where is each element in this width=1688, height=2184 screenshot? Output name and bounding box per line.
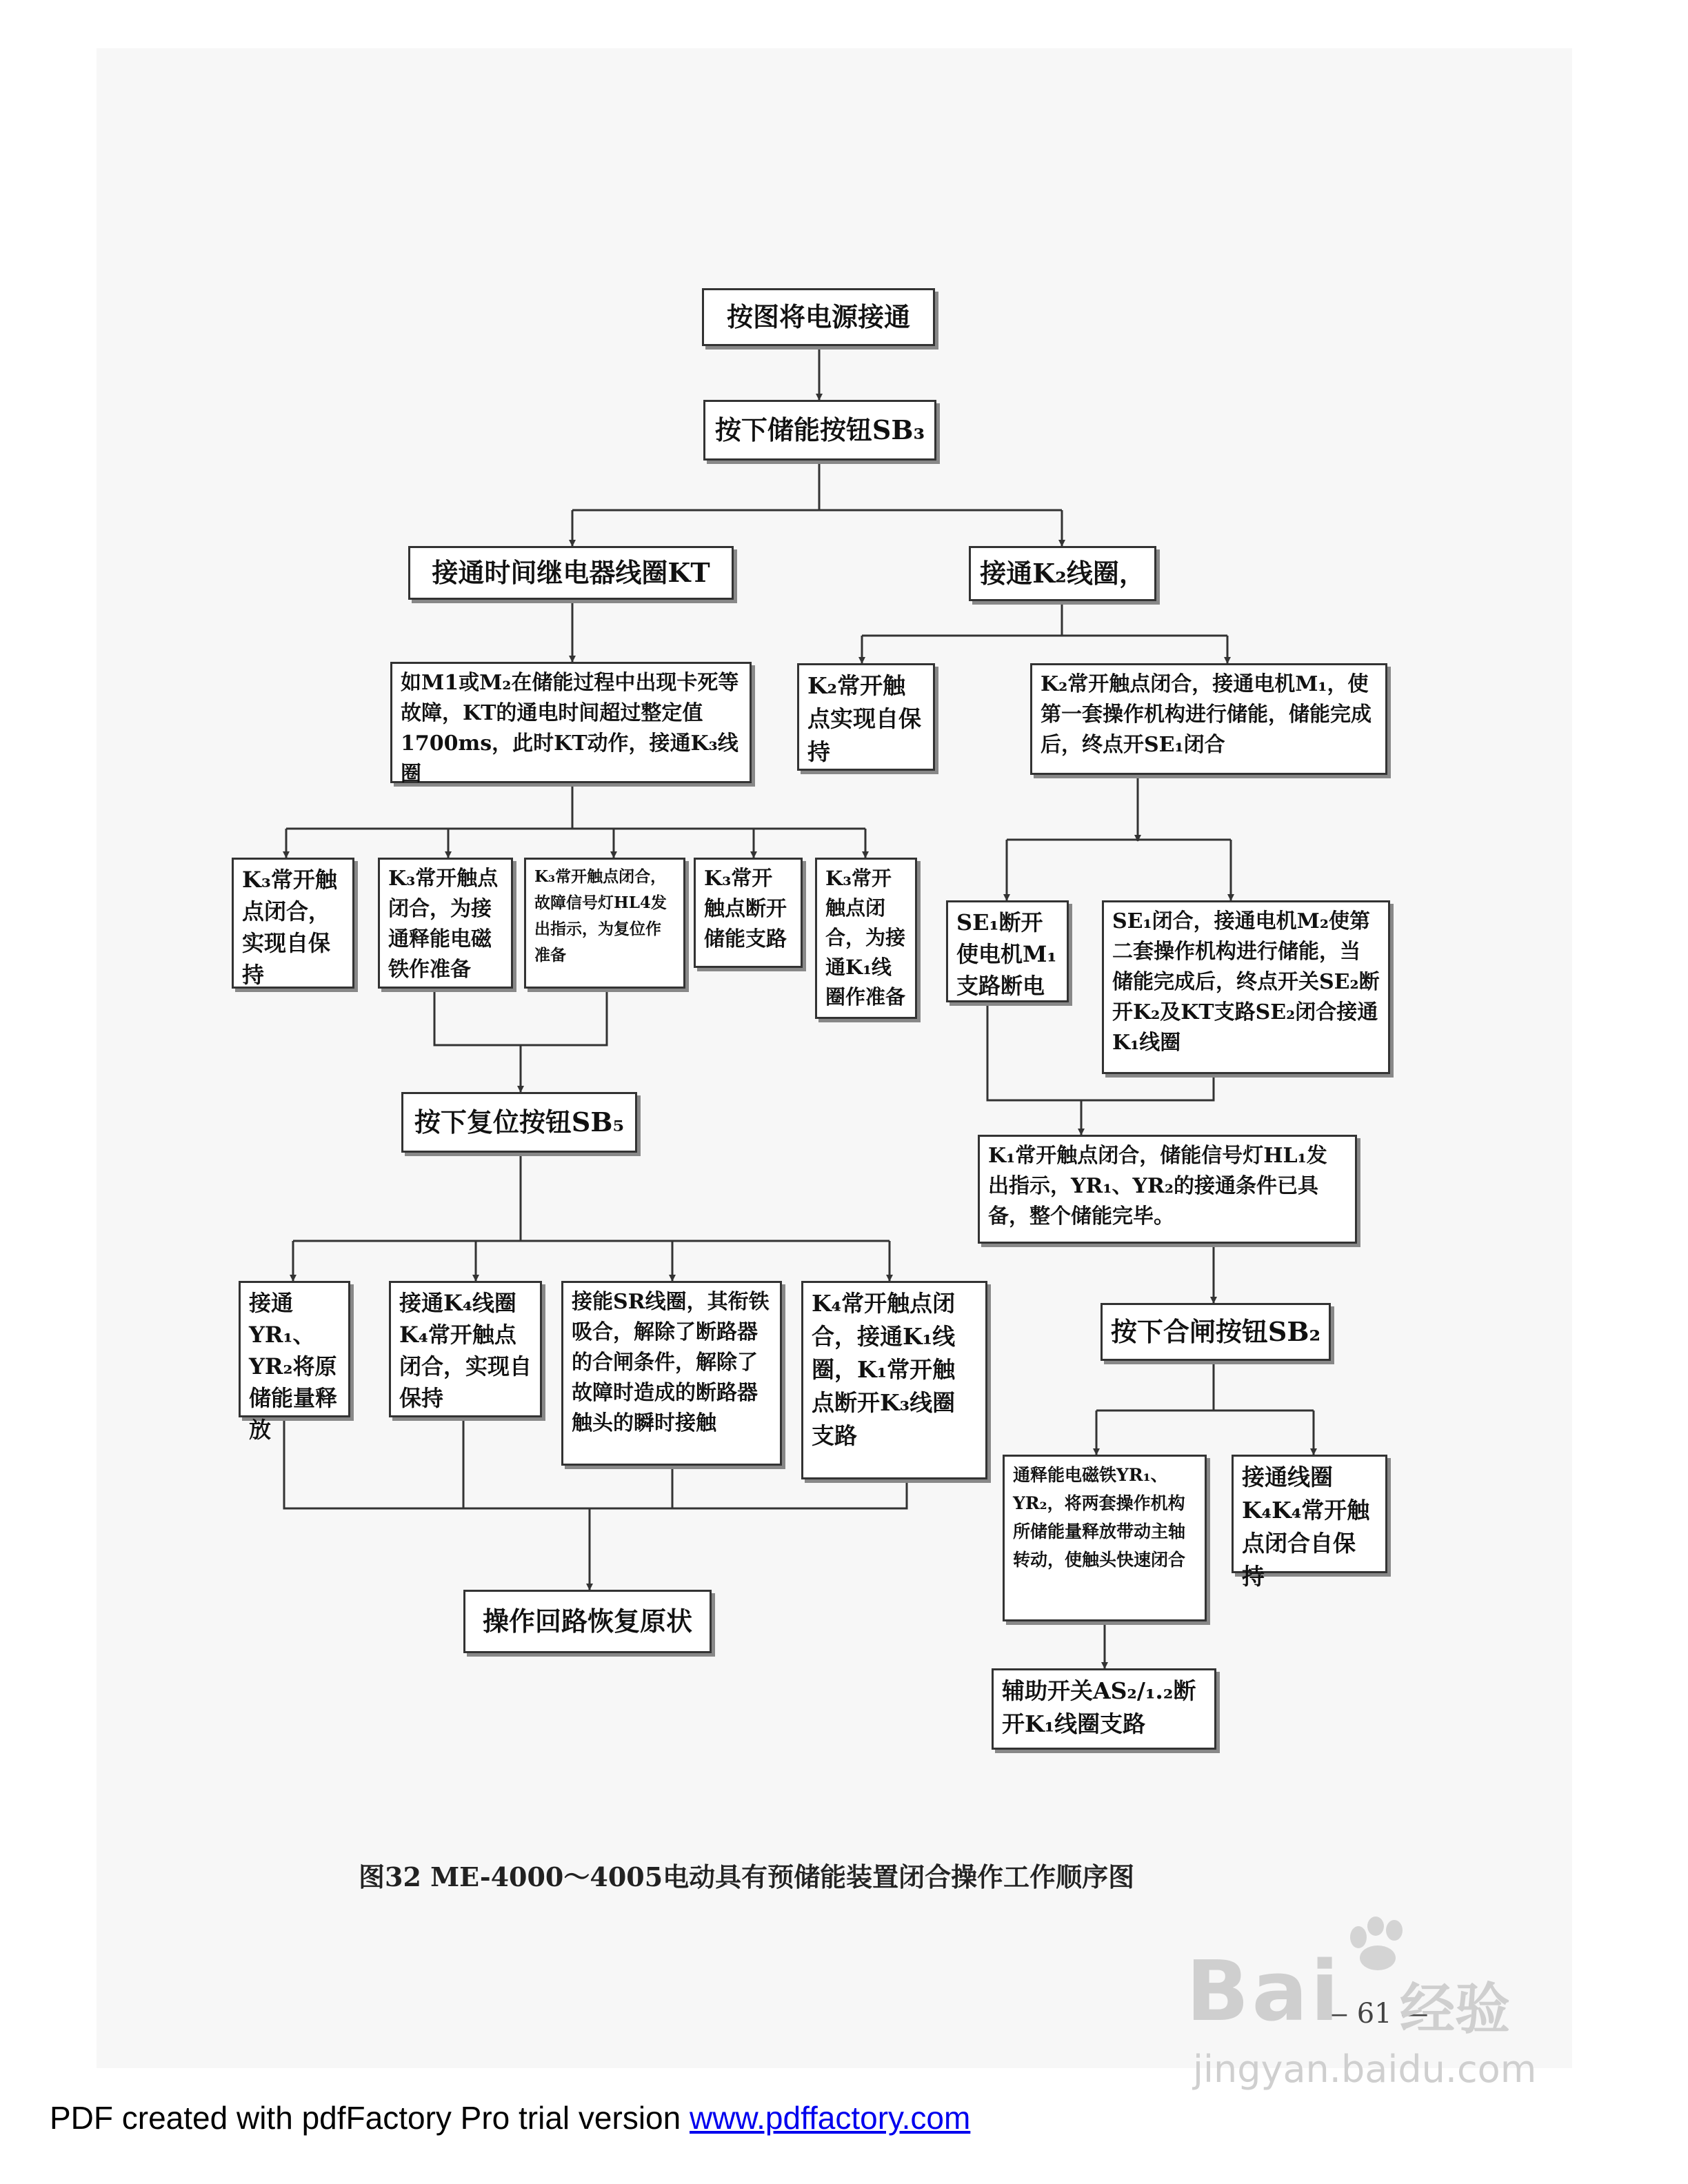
node-k2-selfhold: K₂常开触点实现自保持: [797, 663, 935, 771]
node-power-on: 按图将电源接通: [702, 288, 935, 346]
node-k4-k1-coil: K₄常开触点闭合，接通K₁线圈，K₁常开触点断开K₃线圈支路: [801, 1281, 987, 1479]
arrow-merge-to-reset: [434, 989, 607, 1092]
arrow-k2-split: [862, 601, 1227, 636]
watermark-logo: Bai: [1186, 1944, 1342, 2040]
node-k3-release-prep: K₃常开触点闭合，为接通释能电磁铁作准备: [378, 858, 513, 989]
node-kt-coil: 接通时间继电器线圈KT: [408, 546, 734, 600]
node-k1-hl1-ready: K₁常开触点闭合，储能信号灯HL₁发出指示，YR₁、YR₂的接通条件已具备，整个储能完毕。: [978, 1135, 1357, 1244]
node-k2-coil: 接通K₂线圈，: [969, 546, 1156, 601]
node-press-sb3: 按下储能按钮SB₃: [703, 400, 936, 461]
node-yr-release: 接通YR₁、YR₂将原储能量释放: [239, 1281, 350, 1417]
arrow-sb3-split: [572, 461, 1062, 510]
node-k4-coil-hold: 接通线圈K₄K₄常开触点闭合自保持: [1232, 1455, 1387, 1573]
node-sr-coil: 接能SR线圈，其衔铁吸合，解除了断路器的合闸条件，解除了故障时造成的断路器触头的瞬时接触: [561, 1281, 782, 1466]
watermark-url: jingyan.baidu.com: [1193, 2048, 1537, 2091]
node-k3-selfhold: K₃常开触点闭合，实现自保持: [232, 858, 354, 989]
node-k3-break-charge: K₃常开触点断开储能支路: [694, 858, 803, 968]
footer-link[interactable]: www.pdffactory.com: [690, 2100, 971, 2136]
node-yr-main-shaft: 通释能电磁铁YR₁、YR₂，将两套操作机构所储能量释放带动主轴转动，使触头快速闭合: [1003, 1455, 1207, 1621]
arrow-reset-split: [293, 1153, 890, 1241]
watermark-jingyan: 经验: [1400, 1977, 1510, 2041]
node-k3-hl4: K₃常开触点闭合，故障信号灯HL4发出指示，为复位作准备: [524, 858, 685, 989]
figure-caption: 图32 ME-4000～4005电动具有预储能装置闭合操作工作顺序图: [359, 1861, 1135, 1892]
node-k2-motor-m1: K₂常开触点闭合，接通电机M₁，使第一套操作机构进行储能，储能完成后，终点开SE₁闭合: [1030, 663, 1387, 775]
pdf-footer: [50, 2099, 970, 2136]
arrow-fault-split: [286, 783, 865, 829]
node-k3-k1-prep: K₃常开触点闭合，为接通K₁线圈作准备: [815, 858, 917, 1019]
node-circuit-restore: 操作回路恢复原状: [463, 1590, 712, 1653]
arrow-sb2-split: [1096, 1361, 1314, 1410]
paw-icon: [1345, 1917, 1414, 1972]
footer-text: PDF created with pdfFactory Pro trial version: [50, 2100, 690, 2136]
node-se1-open: SE₁断开使电机M₁支路断电: [946, 900, 1069, 1002]
node-fault-kt: 如M1或M₂在储能过程中出现卡死等故障，KT的通电时间超过整定值1700ms，此时KT动作，接通K₃线圈: [390, 662, 752, 783]
node-press-sb2: 按下合闸按钮SB₂: [1101, 1303, 1331, 1361]
node-aux-switch-as: 辅助开关AS₂/₁.₂断开K₁线圈支路: [992, 1668, 1216, 1750]
node-press-sb5: 按下复位按钮SB₅: [401, 1092, 637, 1153]
node-k4-coil-selfhold: 接通K₄线圈K₄常开触点闭合，实现自保持: [389, 1281, 542, 1417]
baidu-watermark: [1172, 1917, 1586, 2103]
node-se1-motor-m2: SE₁闭合，接通电机M₂使第二套操作机构进行储能，当储能完成后，终点开关SE₂断开K₂及KT支路SE₂闭合接通K₁线圈: [1102, 900, 1390, 1074]
page-number: — 61 —: [1320, 1998, 1429, 2030]
